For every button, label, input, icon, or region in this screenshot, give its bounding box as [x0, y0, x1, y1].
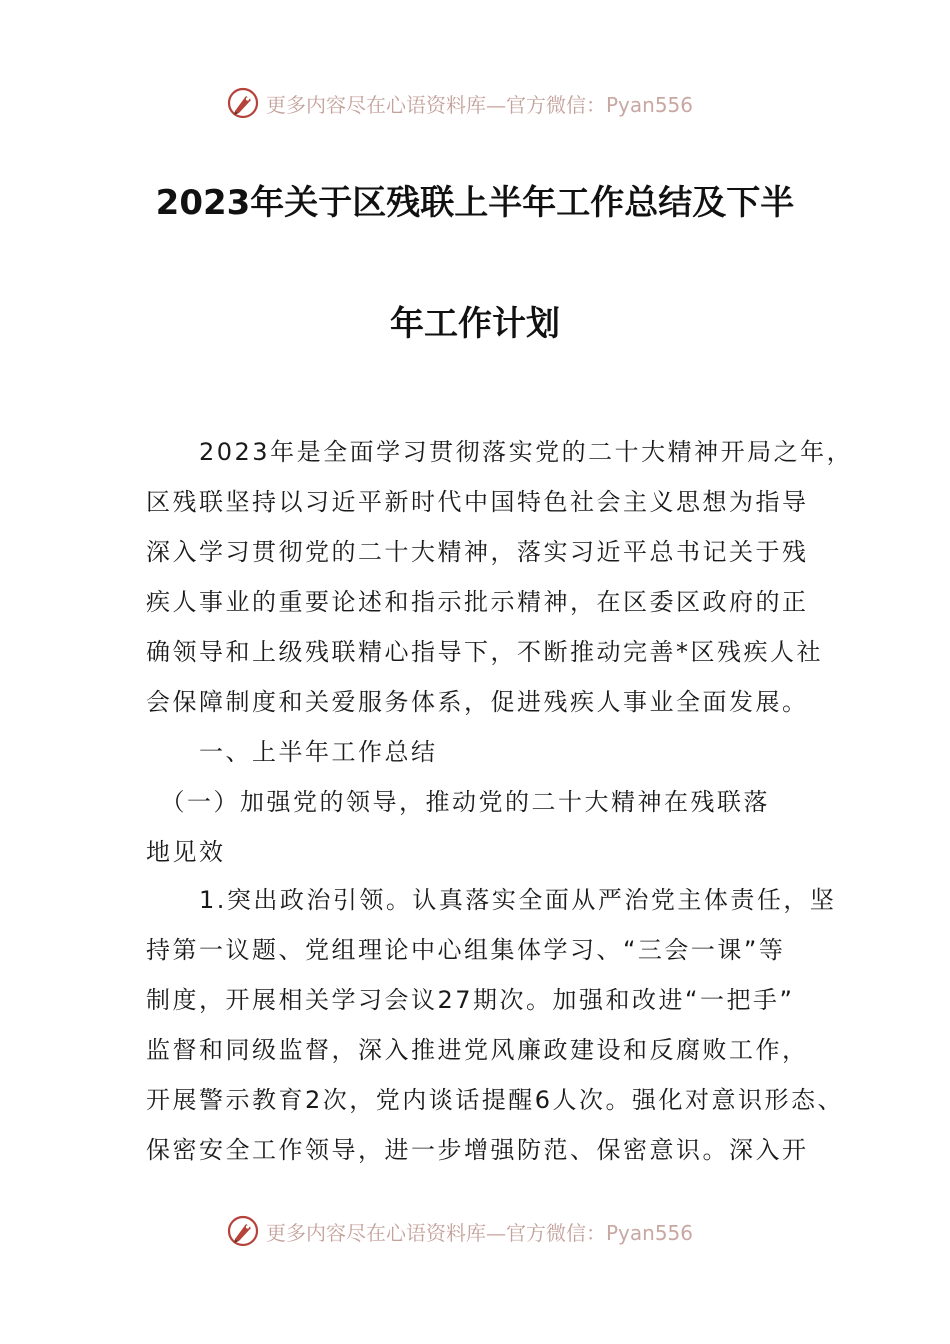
pen-nib-logo-icon	[226, 1214, 260, 1248]
watermark-wechat-id: Pyan556	[606, 1220, 694, 1245]
body-line: 区残联坚持以习近平新时代中国特色社会主义思想为指导	[146, 488, 809, 516]
body-line: 监督和同级监督，深入推进党风廉政建设和反腐败工作，	[146, 1036, 809, 1064]
body-line: 疾人事业的重要论述和指示批示精神，在区委区政府的正	[146, 588, 809, 616]
pen-nib-logo-icon	[226, 86, 260, 120]
body-line: 深入学习贯彻党的二十大精神，落实习近平总书记关于残	[146, 538, 809, 566]
subsection-heading: （一）加强党的领导，推动党的二十大精神在残联落	[146, 788, 770, 816]
watermark-text	[266, 89, 693, 118]
body-line: 保密安全工作领导，进一步增强防范、保密意识。深入开	[146, 1136, 809, 1164]
watermark-text	[266, 1217, 693, 1246]
watermark-header	[226, 85, 693, 121]
body-line: 制度，开展相关学习会议27期次。加强和改进“一把手”	[146, 986, 795, 1014]
watermark-wechat-id: Pyan556	[606, 92, 694, 117]
body-line: 确领导和上级残联精心指导下，不断推动完善*区残疾人社	[146, 638, 823, 666]
watermark-label: 更多内容尽在心语资料库—官方微信：	[266, 92, 606, 117]
document-title-line-1: 2023年关于区残联上半年工作总结及下半	[155, 183, 795, 223]
body-line: 开展警示教育2次，党内谈话提醒6人次。强化对意识形态、	[146, 1086, 845, 1114]
watermark-footer	[226, 1213, 693, 1249]
body-line: 1.突出政治引领。认真落实全面从严治党主体责任，坚	[146, 886, 837, 914]
body-line: 2023年是全面学习贯彻落实党的二十大精神开局之年，	[146, 438, 854, 466]
body-line: 持第一议题、党组理论中心组集体学习、“三会一课”等	[146, 936, 786, 964]
watermark-label: 更多内容尽在心语资料库—官方微信：	[266, 1220, 606, 1245]
document-title-line-2: 年工作计划	[390, 304, 560, 344]
section-heading: 一、上半年工作总结	[146, 738, 438, 766]
subsection-heading-continued: 地见效	[146, 838, 226, 866]
body-line: 会保障制度和关爱服务体系，促进残疾人事业全面发展。	[146, 688, 809, 716]
